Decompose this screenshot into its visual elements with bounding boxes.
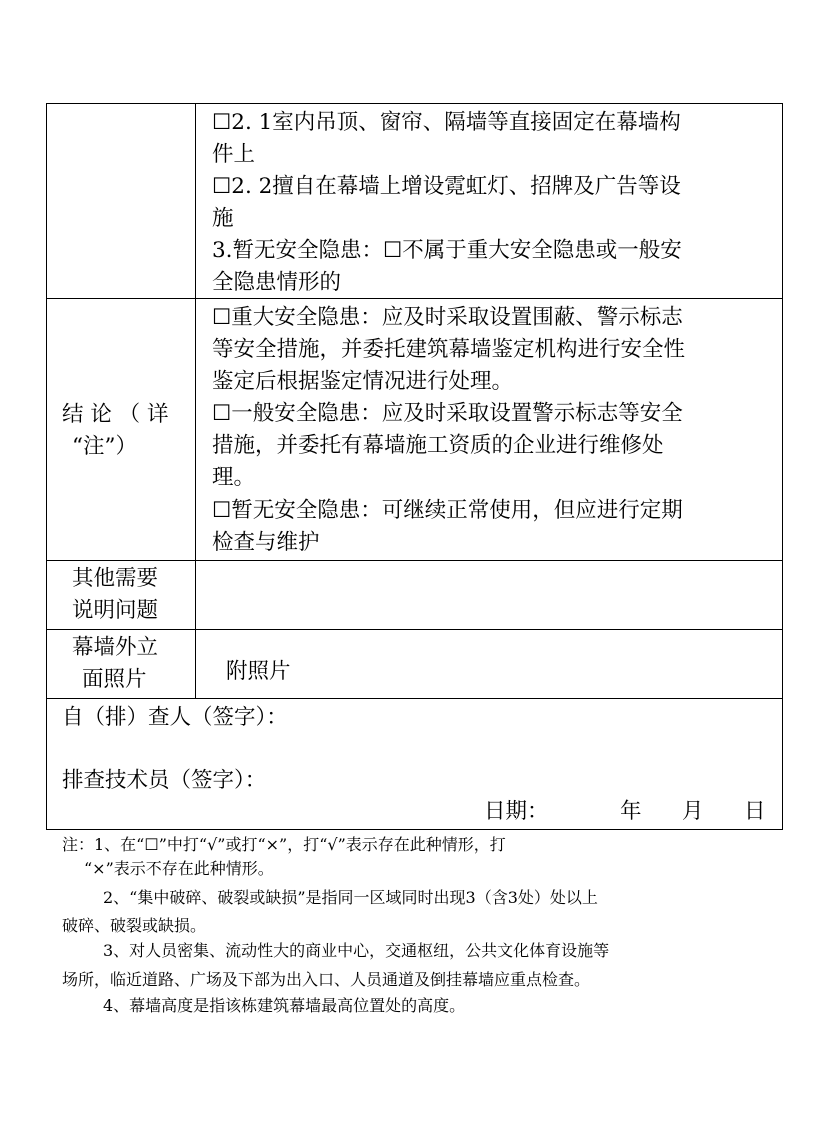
conclusion-line: 措施，并委托有幕墙施工资质的企业进行维修处 (212, 433, 664, 458)
note-line: 场所，临近道路、广场及下部为出入口、人员通道及倒挂幕墙应重点检查。 (62, 970, 591, 989)
date-month: 月 (682, 799, 704, 824)
conclusion-line: ☐暂无安全隐患：可继续正常使用，但应进行定期 (212, 498, 683, 523)
column-divider (195, 103, 196, 699)
conclusion-line: 等安全措施，并委托建筑幕墙鉴定机构进行安全性 (212, 337, 686, 362)
conclusion-line: 理。 (212, 465, 256, 490)
other-issues-label: 其他需要 (72, 566, 159, 591)
facade-photo-value: 附照片 (226, 659, 291, 684)
hazard-item-line: 3.暂无安全隐患：☐不属于重大安全隐患或一般安 (212, 238, 682, 263)
hazard-item-line: 施 (212, 206, 234, 231)
conclusion-line: 检查与维护 (212, 530, 320, 555)
conclusion-line: ☐重大安全隐患：应及时采取设置围蔽、警示标志 (212, 305, 683, 330)
note-line: “×”表示不存在此种情形。 (84, 859, 274, 878)
note-line: 4、幕墙高度是指该栋建筑幕墙最高位置处的高度。 (103, 996, 466, 1015)
row-divider (46, 298, 783, 299)
self-check-signature-label: 自（排）查人（签字）： (62, 705, 288, 730)
row-divider (46, 698, 783, 699)
note-line: 破碎、破裂或缺损。 (62, 916, 207, 935)
technician-signature-label: 排查技术员（签字）： (62, 768, 267, 793)
date-year: 年 (620, 799, 642, 824)
hazard-item-line: 件上 (212, 142, 256, 167)
conclusion-label: “注”） (72, 434, 137, 459)
facade-photo-label: 幕墙外立 (72, 635, 159, 660)
note-line: 注：1、在“☐”中打“√”或打“×”，打“√”表示存在此种情形，打 (62, 835, 506, 854)
conclusion-line: 鉴定后根据鉴定情况进行处理。 (212, 369, 514, 394)
row-divider (46, 629, 783, 630)
note-line: 2、“集中破碎、破裂或缺损”是指同一区域同时出现3（含3处）处以上 (103, 888, 598, 907)
note-line: 3、对人员密集、流动性大的商业中心，交通枢纽，公共文化体育设施等 (103, 941, 610, 960)
conclusion-line: ☐一般安全隐患：应及时采取设置警示标志等安全 (212, 401, 683, 426)
conclusion-label: 结 论 （ 详 (62, 402, 169, 427)
date-label: 日期： (484, 799, 549, 824)
row-divider (46, 560, 783, 561)
date-day: 日 (744, 799, 766, 824)
hazard-item-line: ☐2. 2擅自在幕墙上增设霓虹灯、招牌及广告等设 (212, 174, 681, 199)
hazard-item-line: 全隐患情形的 (212, 270, 342, 295)
facade-photo-label: 面照片 (82, 667, 147, 692)
hazard-item-line: ☐2. 1室内吊顶、窗帘、隔墙等直接固定在幕墙构 (212, 110, 681, 135)
other-issues-label: 说明问题 (72, 598, 159, 623)
